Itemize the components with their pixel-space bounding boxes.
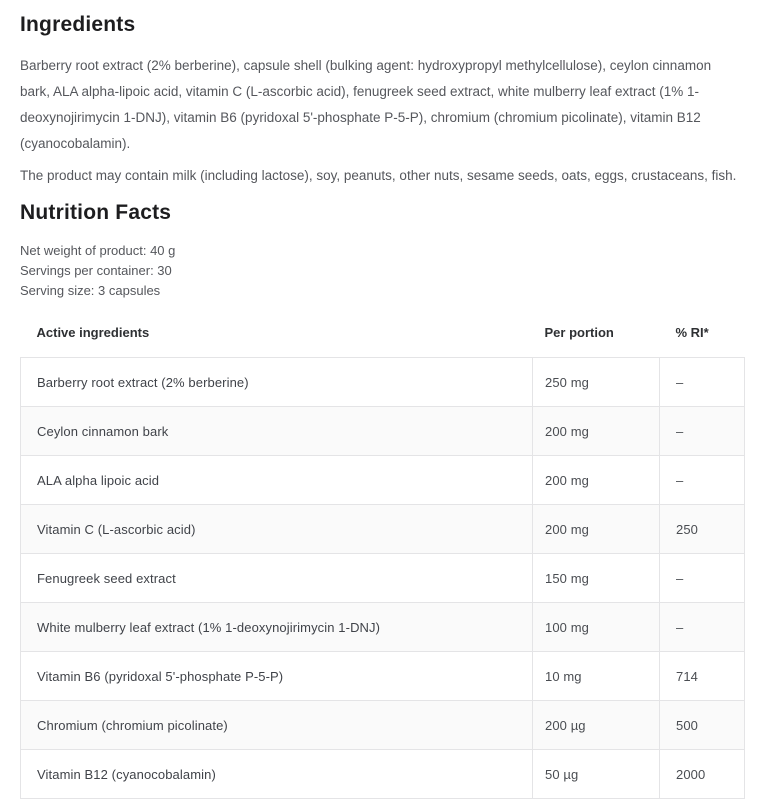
ri-cell: –: [660, 603, 745, 652]
table-header-row: [21, 325, 745, 358]
table-row: [21, 603, 745, 652]
ingredient-name-cell: Vitamin B12 (cyanocobalamin): [21, 750, 533, 799]
ingredient-name-cell: White mulberry leaf extract (1% 1-deoxynojirimycin 1-DNJ): [21, 603, 533, 652]
per-portion-cell: 250 mg: [533, 358, 660, 407]
per-portion-cell: 200 mg: [533, 505, 660, 554]
table-row: [21, 456, 745, 505]
per-portion-cell: 50 µg: [533, 750, 660, 799]
ingredient-name-cell: Chromium (chromium picolinate): [21, 701, 533, 750]
per-portion-cell: 200 µg: [533, 701, 660, 750]
table-row: [21, 407, 745, 456]
table-row: [21, 652, 745, 701]
table-row: [21, 701, 745, 750]
table-row: [21, 750, 745, 799]
ingredient-name-cell: ALA alpha lipoic acid: [21, 456, 533, 505]
col-header-active-ingredients: Active ingredients: [36, 325, 150, 340]
ri-cell: –: [660, 407, 745, 456]
ri-cell: 500: [660, 701, 745, 750]
table-row: [21, 554, 745, 603]
per-portion-cell: 100 mg: [533, 603, 660, 652]
net-weight-line: Net weight of product: 40 g: [20, 243, 176, 258]
serving-size-line: Serving size: 3 capsules: [20, 283, 161, 298]
nutrition-table: [20, 325, 745, 799]
ri-cell: –: [660, 456, 745, 505]
per-portion-cell: 10 mg: [533, 652, 660, 701]
per-portion-cell: 200 mg: [533, 456, 660, 505]
per-portion-cell: 200 mg: [533, 407, 660, 456]
ingredient-name-cell: Vitamin B6 (pyridoxal 5'-phosphate P-5-P): [21, 652, 533, 701]
table-row: [21, 358, 745, 407]
nutrition-table-body: [21, 358, 745, 799]
ri-cell: –: [660, 554, 745, 603]
ri-cell: 714: [660, 652, 745, 701]
servings-per-container-line: Servings per container: 30: [20, 263, 172, 278]
ri-cell: –: [660, 358, 745, 407]
nutrition-facts-title: Nutrition Facts: [20, 201, 172, 224]
ingredient-name-cell: Ceylon cinnamon bark: [21, 407, 533, 456]
ri-cell: 2000: [660, 750, 745, 799]
ri-cell: 250: [660, 505, 745, 554]
ingredient-name-cell: Vitamin C (L-ascorbic acid): [21, 505, 533, 554]
ingredient-name-cell: Fenugreek seed extract: [21, 554, 533, 603]
ingredients-paragraph: Barberry root extract (2% berberine), capsule shell (bulking agent: hydroxypropyl methylcellulose), ceylon cinnamon bark, ALA alpha-lipoic acid, vitamin C (L-ascorbic acid), fenugreek seed extract, white mulberry leaf extract (1% 1-deoxynojirimycin 1-DNJ), vitamin B6 (pyridoxal 5'-phosphate P-5-P), chromium (chromium picolinate), vitamin B12 (cyanocobalamin).: [20, 58, 712, 151]
ingredients-title: Ingredients: [20, 13, 136, 36]
allergen-paragraph: The product may contain milk (including lactose), soy, peanuts, other nuts, sesame seeds, oats, eggs, crustaceans, fish.: [20, 168, 737, 183]
col-header-per-portion: Per portion: [544, 325, 614, 340]
nutrition-meta: [20, 241, 744, 301]
ingredient-name-cell: Barberry root extract (2% berberine): [21, 358, 533, 407]
table-row: [21, 505, 745, 554]
per-portion-cell: 150 mg: [533, 554, 660, 603]
col-header-ri: % RI*: [675, 325, 709, 340]
